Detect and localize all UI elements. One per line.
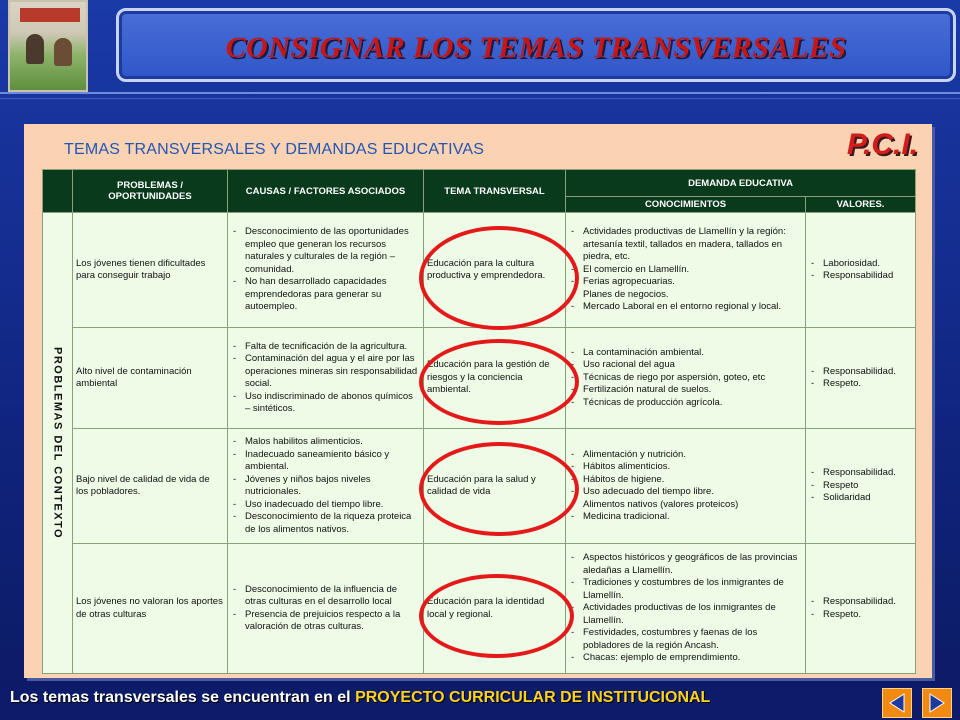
list-item: - Fertilización natural de suelos. [569, 384, 802, 397]
list-item: - Responsabilidad. [809, 467, 912, 480]
knowledge-cell [566, 328, 806, 429]
problem-cell: Los jóvenes no valoran los aportes de otras culturas [73, 544, 228, 674]
list-item: - Uso racional del agua [569, 359, 802, 372]
list-item: - Responsabilidad [809, 270, 912, 283]
theme-cell: Educación para la cultura productiva y emprendedora. [424, 213, 566, 328]
values-cell [806, 544, 916, 674]
values-cell [806, 429, 916, 544]
list-item: - No han desarrollado capacidades emprendedoras para generar su autoempleo. [231, 276, 420, 314]
list-item: - Aspectos históricos y geográficos de las provincias aledañas a Llamellín. [569, 552, 802, 577]
bullet-list [231, 584, 420, 634]
cover-figure-left [26, 34, 44, 64]
title-frame [116, 8, 956, 82]
list-item: - Presencia de prejuicios respecto a la valoración de otras culturas. [231, 609, 420, 634]
bullet-list [569, 552, 802, 665]
list-item: - Hábitos alimenticios. [569, 461, 802, 474]
list-item: - Hábitos de higiene. [569, 474, 802, 487]
list-item: - Malos habilitos alimenticios. [231, 436, 420, 449]
header-divider [0, 92, 960, 94]
prev-arrow-icon [886, 692, 908, 714]
knowledge-cell [566, 213, 806, 328]
causes-cell [228, 213, 424, 328]
list-item: - Desconocimiento de las oportunidades empleo que generan los recursos naturales y culturales de la región – comunidad. [231, 226, 420, 276]
list-item: - Uso adecuado del tiempo libre. [569, 486, 802, 499]
bullet-list [569, 347, 802, 410]
list-item: - Mercado Laboral en el entorno regional y local. [569, 301, 802, 314]
list-item: - Actividades productivas de los inmigrantes de Llamellín. [569, 602, 802, 627]
bullet-list [231, 226, 420, 314]
knowledge-cell [566, 544, 806, 674]
table-row [43, 544, 916, 674]
header-conocimientos: CONOCIMIENTOS [566, 197, 806, 213]
list-item: - Medicina tradicional. [569, 511, 802, 524]
problem-cell: Alto nivel de contaminación ambiental [73, 328, 228, 429]
bullet-list [231, 341, 420, 416]
header-blank [43, 170, 73, 213]
header-valores: VALORES. [806, 197, 916, 213]
values-cell [806, 213, 916, 328]
curriculum-cover-image [8, 0, 88, 92]
bullet-list [809, 258, 912, 283]
list-item: - El comercio en Llamellín. [569, 264, 802, 277]
list-item: - Responsabilidad. [809, 366, 912, 379]
list-item: - Solidaridad [809, 492, 912, 505]
list-item: - Contaminación del agua y el aire por las operaciones mineras sin responsabilidad social. [231, 353, 420, 391]
list-item: - Tradiciones y costumbres de los inmigrantes de Llamellín. [569, 577, 802, 602]
list-item: - Desconocimiento de la riqueza proteica de los alimentos nativos. [231, 511, 420, 536]
bullet-list [231, 436, 420, 536]
list-item: - Alimentos nativos (valores proteicos) [569, 499, 802, 512]
list-item: - Respeto. [809, 378, 912, 391]
transversal-themes-table [42, 169, 916, 674]
pci-badge: P.C.I. [846, 128, 918, 161]
table-row [43, 429, 916, 544]
content-panel [24, 124, 932, 678]
list-item: Planes de negocios. [583, 288, 669, 300]
bullet-list [569, 226, 802, 314]
list-item: - La contaminación ambiental. [569, 347, 802, 360]
list-item: - Inadecuado saneamiento básico y ambiental. [231, 449, 420, 474]
next-arrow-icon [926, 692, 948, 714]
footer-prefix: Los temas transversales se encuentran en el [10, 689, 356, 706]
list-item: - Técnicas de riego por aspersión, goteo, etc [569, 372, 802, 385]
list-item: - Responsabilidad. [809, 596, 912, 609]
list-item: - Alimentación y nutrición. [569, 449, 802, 462]
list-item: - Jóvenes y niños bajos niveles nutricionales. [231, 474, 420, 499]
bullet-list [809, 596, 912, 621]
table-row [43, 328, 916, 429]
side-label-cell [43, 213, 73, 674]
header-tema: TEMA TRANSVERSAL [424, 170, 566, 213]
side-label: PROBLEMAS DEL CONTEXTO [51, 346, 64, 540]
bullet-list [569, 449, 802, 524]
list-item: - Técnicas de producción agrícola. [569, 397, 802, 410]
bullet-list [809, 467, 912, 505]
theme-cell: Educación para la identidad local y regional. [424, 544, 566, 674]
causes-cell [228, 328, 424, 429]
prev-button[interactable] [882, 688, 912, 718]
panel-subtitle: TEMAS TRANSVERSALES Y DEMANDAS EDUCATIVAS [64, 141, 485, 158]
header-causas: CAUSAS / FACTORES ASOCIADOS [228, 170, 424, 213]
list-item: - Actividades productivas de Llamellín y la región: artesanía textil, tallados en madera, tallados en piedra, etc. [569, 226, 802, 264]
list-item: - Desconocimiento de la influencia de otras culturas en el desarrollo local [231, 584, 420, 609]
values-cell [806, 328, 916, 429]
list-item: - Uso inadecuado del tiempo libre. [231, 499, 420, 512]
next-button[interactable] [922, 688, 952, 718]
cover-banner [20, 8, 80, 22]
list-item: - Respeto [809, 480, 912, 493]
slide-title: CONSIGNAR LOS TEMAS TRANSVERSALES [225, 31, 847, 64]
problem-cell: Bajo nivel de calidad de vida de los pobladores. [73, 429, 228, 544]
list-item: - Festividades, costumbres y faenas de los pobladores de la región Ancash. [569, 627, 802, 652]
knowledge-cell [566, 429, 806, 544]
list-item: - Laboriosidad. [809, 258, 912, 271]
theme-cell: Educación para la salud y calidad de vida [424, 429, 566, 544]
footer-text [10, 689, 710, 707]
list-item: - Respeto. [809, 609, 912, 622]
problem-cell: Los jóvenes tienen dificultades para conseguir trabajo [73, 213, 228, 328]
list-item: - Chacas: ejemplo de emprendimiento. [569, 652, 802, 665]
causes-cell [228, 544, 424, 674]
header-divider-thin [0, 98, 960, 99]
footer-highlight: PROYECTO CURRICULAR DE INSTITUCIONAL [355, 689, 711, 706]
causes-cell [228, 429, 424, 544]
list-item: - Ferias agropecuarias. [569, 276, 802, 289]
cover-figure-right [54, 38, 72, 66]
footer-bar [0, 686, 960, 720]
list-item: - Falta de tecnificación de la agricultura. [231, 341, 420, 354]
header-demanda: DEMANDA EDUCATIVA [566, 170, 916, 197]
theme-cell: Educación para la gestión de riesgos y la conciencia ambiental. [424, 328, 566, 429]
list-item: - Uso indiscriminado de abonos químicos – sintéticos. [231, 391, 420, 416]
header-problemas: PROBLEMAS / OPORTUNIDADES [73, 170, 228, 213]
table-row [43, 213, 916, 328]
bullet-list [809, 366, 912, 391]
